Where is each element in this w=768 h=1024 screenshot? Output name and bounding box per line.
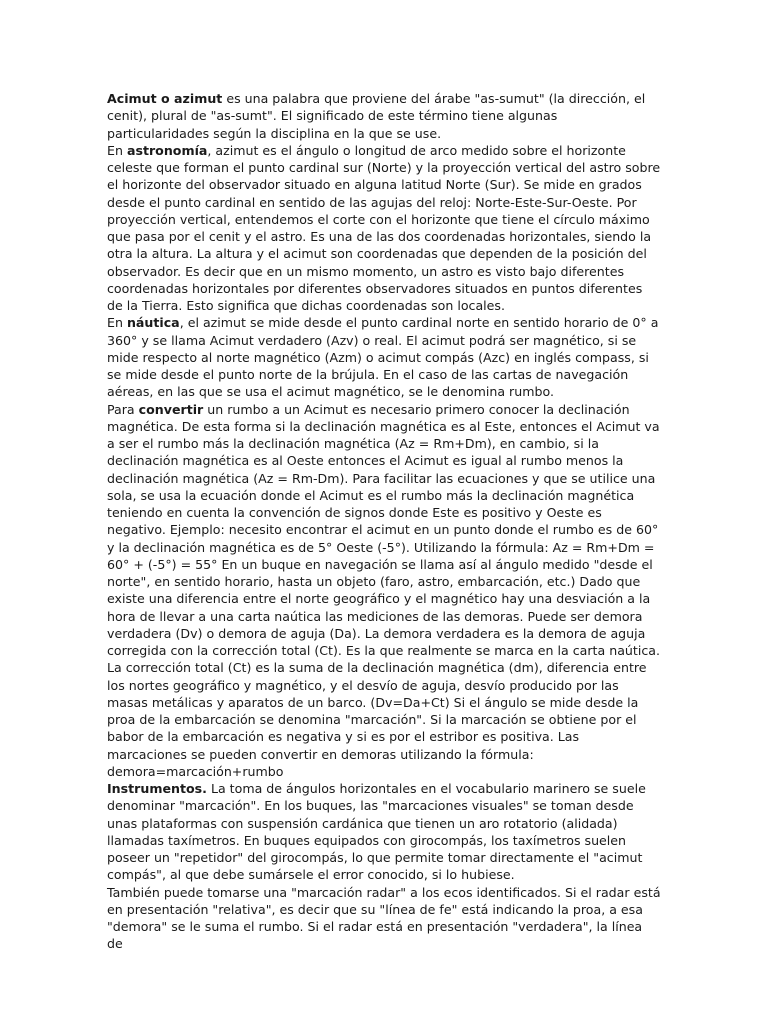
paragraph-text: , azimut es el ángulo o longitud de arco medido sobre el horizonte celeste que forman el punto cardinal sur (Norte) y la proyección vertical del astro sobre el horizonte del observador situado en alguna latitud Norte (Sur). Se mide en grados desde el punto cardinal en sentido de las agujas del reloj: Norte-Este-Sur-Oeste. Por proyección vertical, entendemos el corte con el horizonte que tiene el círculo máximo que pasa por el cenit y el astro. Es una de las dos coordenadas horizontales, siendo la otra la altura. La altura y el acimut son coordenadas que dependen de la posición del observador. Es decir que en un mismo momento, un astro es visto bajo diferentes coordenadas horizontales por diferentes observadores situados en puntos diferentes de la Tierra. Esto significa que dichas coordenadas son locales. — [107, 142, 661, 313]
paragraph-prefix: Para — [107, 401, 139, 417]
term-astronomia: astronomía — [126, 142, 208, 158]
paragraph-convertir — [107, 401, 661, 781]
term-acimut: Acimut o azimut — [107, 91, 223, 106]
term-convertir: convertir — [138, 401, 204, 417]
paragraph-prefix: En — [107, 315, 127, 331]
paragraph-instrumentos — [107, 780, 661, 884]
paragraph-nautica — [107, 314, 661, 400]
paragraph-astronomia — [107, 142, 661, 315]
paragraph-text: También puede tomarse una "marcación radar" a los ecos identificados. Si el radar está en presentación "relativa", es decir que su "línea de fe" está indicando la proa, a esa "demora" se le suma el rumbo. Si el radar está en presentación "verdadera", la línea de — [107, 884, 661, 952]
paragraph-acimut-definition — [107, 90, 661, 142]
document-page — [107, 90, 661, 953]
term-nautica: náutica — [126, 315, 180, 331]
paragraph-text: , el azimut se mide desde el punto cardinal norte en sentido horario de 0° a 360° y se llama Acimut verdadero (Azv) o real. El acimut podrá ser magnético, si se mide respecto al norte magnético (Azm) o acimut compás (Azc) en inglés compass, si se mide desde el punto norte de la brújula. En el caso de las cartas de navegación aéreas, en las que se usa el acimut magnético, se le denomina rumbo. — [107, 315, 659, 400]
paragraph-prefix: En — [107, 142, 127, 158]
paragraph-radar — [107, 884, 661, 953]
paragraph-text: es una palabra que proviene del árabe "as-sumut" (la dirección, el cenit), plural de "as-sumt". El significado de este término tiene algunas particularidades según la disciplina en la que se use. — [107, 91, 646, 141]
paragraph-text: La toma de ángulos horizontales en el vocabulario marinero se suele denominar "marcación". En los buques, las "marcaciones visuales" se toman desde unas plataformas con suspensión cardánica que tienen un aro rotatorio (alidada) llamadas taxímetros. En buques equipados con girocompás, los taxímetros suelen poseer un "repetidor" del girocompás, lo que permite tomar directamente el "acimut compás", al que debe sumársele el error conocido, si lo hubiese. — [107, 781, 646, 883]
paragraph-text: un rumbo a un Acimut es necesario primero conocer la declinación magnética. De esta forma si la declinación magnética es al Este, entonces el Acimut va a ser el rumbo más la declinación magnética (Az = Rm+Dm), en cambio, si la declinación magnética es al Oeste entonces el Acimut es igual al rumbo menos la declinación magnética (Az = Rm-Dm). Para facilitar las ecuaciones y que se utilice una sola, se usa la ecuación donde el Acimut es el rumbo más la declinación magnética teniendo en cuenta la convención de signos donde Este es positivo y Oeste es negativo. Ejemplo: necesito encontrar el acimut en un punto donde el rumbo es de 60° y la declinación magnética es de 5° Oeste (-5°). Utilizando la fórmula: Az = Rm+Dm = 60° + (-5°) = 55° En un buque en navegación se llama así al ángulo medido "desde el norte", en sentido horario, hasta un objeto (faro, astro, embarcación, etc.) Dado que existe una diferencia entre el norte geográfico y el magnético hay una desviación a la hora de llevar a una carta naútica las mediciones de las demoras. Puede ser demora verdadera (Dv) o demora de aguja (Da). La demora verdadera es la demora de aguja corregida con la corrección total (Ct). Es la que realmente se marca en la carta naútica. La corrección total (Ct) es la suma de la declinación magnética (dm), diferencia entre los nortes geográfico y magnético, y el desvío de aguja, desvío producido por las masas metálicas y aparatos de un barco. (Dv=Da+Ct) Si el ángulo se mide desde la proa de la embarcación se denomina "marcación". Si la marcación se obtiene por el babor de la embarcación es negativa y si es por el estribor es positiva. Las marcaciones se pueden convertir en demoras utilizando la fórmula: demora=marcación+rumbo — [107, 401, 660, 779]
term-instrumentos: Instrumentos. — [107, 781, 207, 796]
